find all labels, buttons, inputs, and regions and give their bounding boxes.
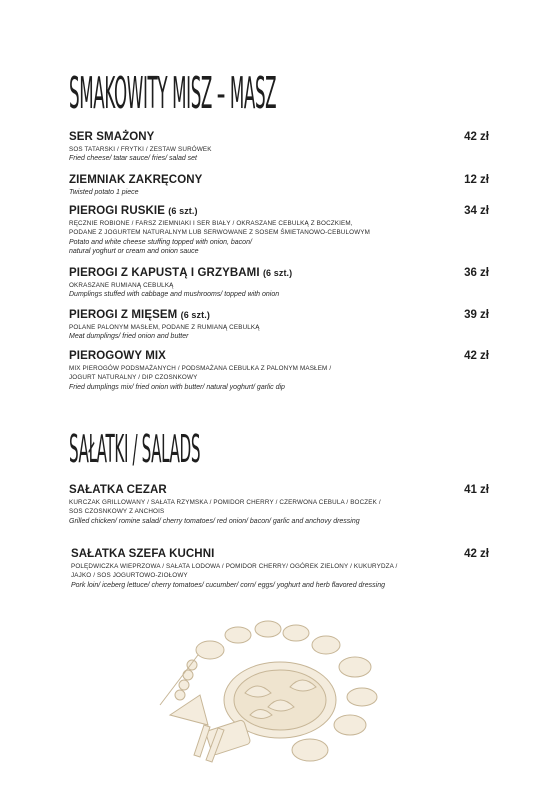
- item-price: 42 zł: [464, 131, 489, 143]
- item-description-en: Grilled chicken/ romine salad/ cherry tomatoes/ red onion/ bacon/ garlic and anchovy dressing: [69, 517, 360, 525]
- item-price: 36 zł: [464, 267, 489, 279]
- item-description-en: Fried cheese/ tatar sauce/ fries/ salad set: [69, 155, 198, 163]
- section-title-salads: SAŁATKI / SALADS: [69, 427, 201, 471]
- menu-item: [69, 484, 489, 526]
- item-description-pl: POLANE PALONYM MASŁEM, PODANE Z RUMIANĄ CEBULKĄ: [69, 324, 260, 331]
- item-description-pl: SOS TATARSKI / FRYTKI / ZESTAW SURÓWEK: [69, 146, 212, 153]
- item-price: 42 zł: [464, 548, 489, 560]
- menu-item: [69, 309, 489, 342]
- item-name: SAŁATKA SZEFA KUCHNI: [71, 548, 215, 560]
- item-description-en: Fried dumplings mix/ fried onion with butter/ natural yoghurt/ garlic dip: [69, 383, 285, 391]
- item-description-pl: OKRASZANE RUMIANĄ CEBULKĄ: [69, 282, 174, 289]
- item-price: 39 zł: [464, 309, 489, 321]
- item-price: 41 zł: [464, 484, 489, 496]
- item-name: SAŁATKA CEZAR: [69, 484, 167, 496]
- item-description-en: Pork loin/ iceberg lettuce/ cherry tomatoes/ cucumber/ corn/ eggs/ yoghurt and herb flavored dressing: [71, 581, 385, 589]
- food-illustration: [150, 615, 390, 790]
- item-description-pl: KURCZAK GRILLOWANY / SAŁATA RZYMSKA / POMIDOR CHERRY / CZERWONA CEBULA / BOCZEK / SOS CZOSNKOWY Z ANCHOIS: [69, 499, 381, 516]
- item-description-pl: POLĘDWICZKA WIEPRZOWA / SAŁATA LODOWA / POMIDOR CHERRY/ OGÓREK ZIELONY / KUKURYDZA / JAJKO / SOS JOGURTOWO-ZIOŁOWY: [71, 563, 398, 580]
- item-description-en: Meat dumplings/ fried onion and butter: [69, 333, 189, 341]
- item-quantity: (6 szt.): [262, 268, 293, 278]
- item-name: PIEROGOWY MIX: [69, 350, 166, 362]
- item-name: ZIEMNIAK ZAKRĘCONY: [69, 174, 203, 186]
- menu-item: [71, 548, 489, 590]
- item-name: PIEROGI Z MIĘSEM: [69, 309, 178, 321]
- section-title-misz-masz: SMAKOWITY MISZ – MASZ: [69, 68, 277, 119]
- item-description-en: Dumplings stuffed with cabbage and mushrooms/ topped with onion: [69, 291, 280, 299]
- item-name: PIEROGI Z KAPUSTĄ I GRZYBAMI: [69, 267, 260, 279]
- item-name: SER SMAŻONY: [69, 131, 155, 143]
- item-price: 12 zł: [464, 174, 489, 186]
- item-description-en: Potato and white cheese stuffing topped with onion, bacon/ natural yoghurt or cream and onion sauce: [69, 238, 252, 256]
- menu-item: [69, 267, 489, 300]
- item-description-en: Twisted potato 1 piece: [69, 189, 139, 196]
- item-price: 34 zł: [464, 205, 489, 217]
- menu-item: [69, 205, 489, 257]
- menu-item: [69, 131, 489, 164]
- item-description-pl: RĘCZNIE ROBIONE / FARSZ ZIEMNIAKI I SER BIAŁY / OKRASZANE CEBULKĄ Z BOCZKIEM, PODANE Z JOGURTEM NATURALNYM LUB SERWOWANE Z SOSEM ŚMIETANOWO-CEBULOWYM: [69, 220, 371, 237]
- item-quantity: (6 szt.): [180, 310, 210, 320]
- item-name: PIEROGI RUSKIE: [69, 205, 165, 217]
- item-price: 42 zł: [464, 350, 489, 362]
- item-description-pl: MIX PIEROGÓW PODSMAŻANYCH / PODSMAŻANA CEBULKA Z PALONYM MASŁEM / JOGURT NATURALNY / DIP CZOSNKOWY: [69, 365, 332, 382]
- menu-item: [69, 350, 489, 392]
- menu-item: [69, 174, 489, 197]
- item-quantity: (6 szt.): [168, 206, 198, 216]
